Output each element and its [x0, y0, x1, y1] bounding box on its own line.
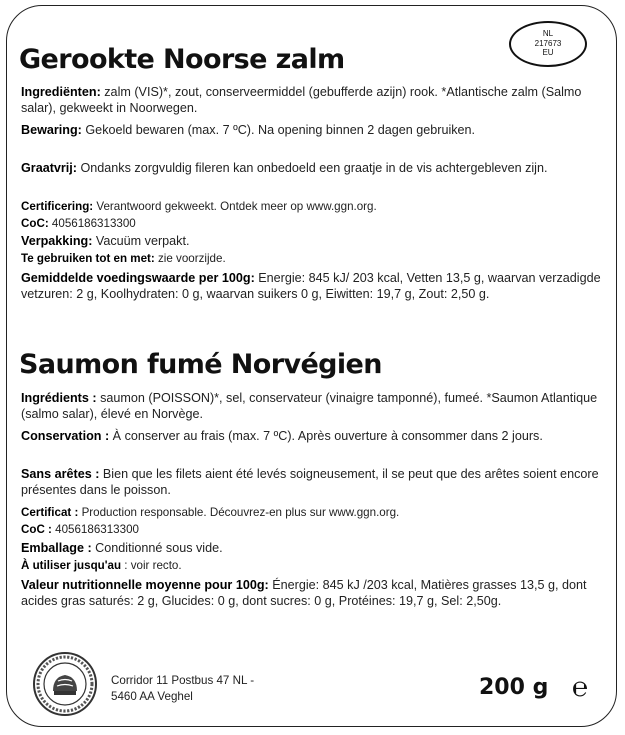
nl-storage-label: Bewaring: [21, 123, 82, 137]
dutch-title: Gerookte Noorse zalm [19, 44, 345, 75]
fr-ingredients-label: Ingrédients : [21, 391, 97, 405]
nl-use-by [21, 251, 606, 267]
french-title: Saumon fumé Norvégien [19, 349, 382, 380]
nl-boneless-text: Ondanks zorgvuldig fileren kan onbedoeld een graatje in de vis achtergebleven zijn. [77, 161, 548, 175]
fr-nutrition-text: Énergie: 845 kJ /203 kcal, Matières grasses 13,5 g, dont acides gras saturés: 2 g, Glucides: 0 g, dont sucres: 0 g, Protéines: 19,7 g, Sel: 2,50g. [21, 578, 587, 609]
nl-packaging [21, 233, 606, 249]
health-mark-number: 217673 [534, 38, 562, 48]
fr-nutrition [21, 577, 606, 610]
fr-use-by-text: : voir recto. [121, 559, 182, 572]
nl-certification [21, 199, 606, 215]
nl-packaging-label: Verpakking: [21, 234, 93, 248]
fr-boneless-text: Bien que les filets aient été levés soigneusement, il se peut que des arêtes soient encore présentes dans le poisson. [21, 467, 599, 498]
fr-boneless-label: Sans arêtes : [21, 467, 100, 481]
address-line-2: 5460 AA Veghel [111, 690, 193, 703]
nl-nutrition-label: Gemiddelde voedingswaarde per 100g: [21, 271, 255, 285]
fr-packaging-text: Conditionné sous vide. [91, 541, 223, 555]
nl-use-by-text: zie voorzijde. [154, 252, 226, 265]
fr-coc-label: CoC : [21, 523, 52, 536]
fr-packaging [21, 540, 606, 556]
fr-packaging-label: Emballage : [21, 541, 92, 555]
nl-boneless-label: Graatvrij: [21, 161, 77, 175]
nl-storage-text: Gekoeld bewaren (max. 7 ºC). Na opening binnen 2 dagen gebruiken. [81, 123, 476, 137]
fr-use-by-label: À utiliser jusqu'au [21, 559, 122, 572]
nl-certification-label: Certificering: [21, 200, 94, 213]
nl-certification-text: Verantwoord gekweekt. Ontdek meer op www.ggn.org. [93, 200, 377, 213]
health-mark-eu: EU [542, 48, 554, 57]
nl-nutrition-text: Energie: 845 kJ/ 203 kcal, Vetten 13,5 g, waarvan verzadigde vetzuren: 2 g, Koolhydraten: 0 g, waarvan suikers 0 g, Eiwitten: 19,7 g, Zout: 2,50 g. [21, 271, 601, 302]
fr-storage [21, 428, 606, 444]
fr-certification [21, 505, 606, 521]
fr-use-by [21, 558, 606, 574]
nl-packaging-text: Vacuüm verpakt. [92, 234, 190, 248]
estimated-sign-icon: ℮ [572, 672, 589, 702]
quality-seal-icon [32, 651, 98, 717]
nl-ingredients [21, 84, 606, 117]
fr-storage-text: À conserver au frais (max. 7 ºC). Après ouverture à consommer dans 2 jours. [109, 429, 543, 443]
fr-boneless [21, 466, 606, 499]
nl-ingredients-text: zalm (VIS)*, zout, conserveermiddel (gebufferde azijn) rook. *Atlantische zalm (Salmo salar), gekweekt in Noorwegen. [21, 85, 582, 116]
health-mark-oval [509, 21, 587, 67]
nl-coc-text: 4056186313300 [48, 217, 136, 230]
nl-coc-label: CoC: [21, 217, 49, 230]
nl-coc [21, 216, 606, 232]
fr-coc [21, 522, 606, 538]
nl-ingredients-label: Ingrediënten: [21, 85, 101, 99]
nl-use-by-label: Te gebruiken tot en met: [21, 252, 155, 265]
net-weight: 200 g [479, 675, 549, 700]
address [111, 673, 254, 705]
nl-nutrition [21, 270, 606, 303]
fr-nutrition-label: Valeur nutritionnelle moyenne pour 100g: [21, 578, 269, 592]
nl-boneless [21, 160, 606, 176]
nl-storage [21, 122, 606, 138]
fr-ingredients [21, 390, 606, 423]
address-line-1: Corridor 11 Postbus 47 NL - [111, 674, 255, 687]
health-mark-country: NL [542, 29, 554, 38]
fr-storage-label: Conservation : [21, 429, 110, 443]
fr-ingredients-text: saumon (POISSON)*, sel, conservateur (vinaigre tamponné), fumeé. *Saumon Atlantique (salmo salar), élevé en Norvège. [21, 391, 598, 422]
fr-coc-text: 4056186313300 [51, 523, 139, 536]
fr-certification-text: Production responsable. Découvrez-en plus sur www.ggn.org. [78, 506, 400, 519]
fr-certification-label: Certificat : [21, 506, 79, 519]
